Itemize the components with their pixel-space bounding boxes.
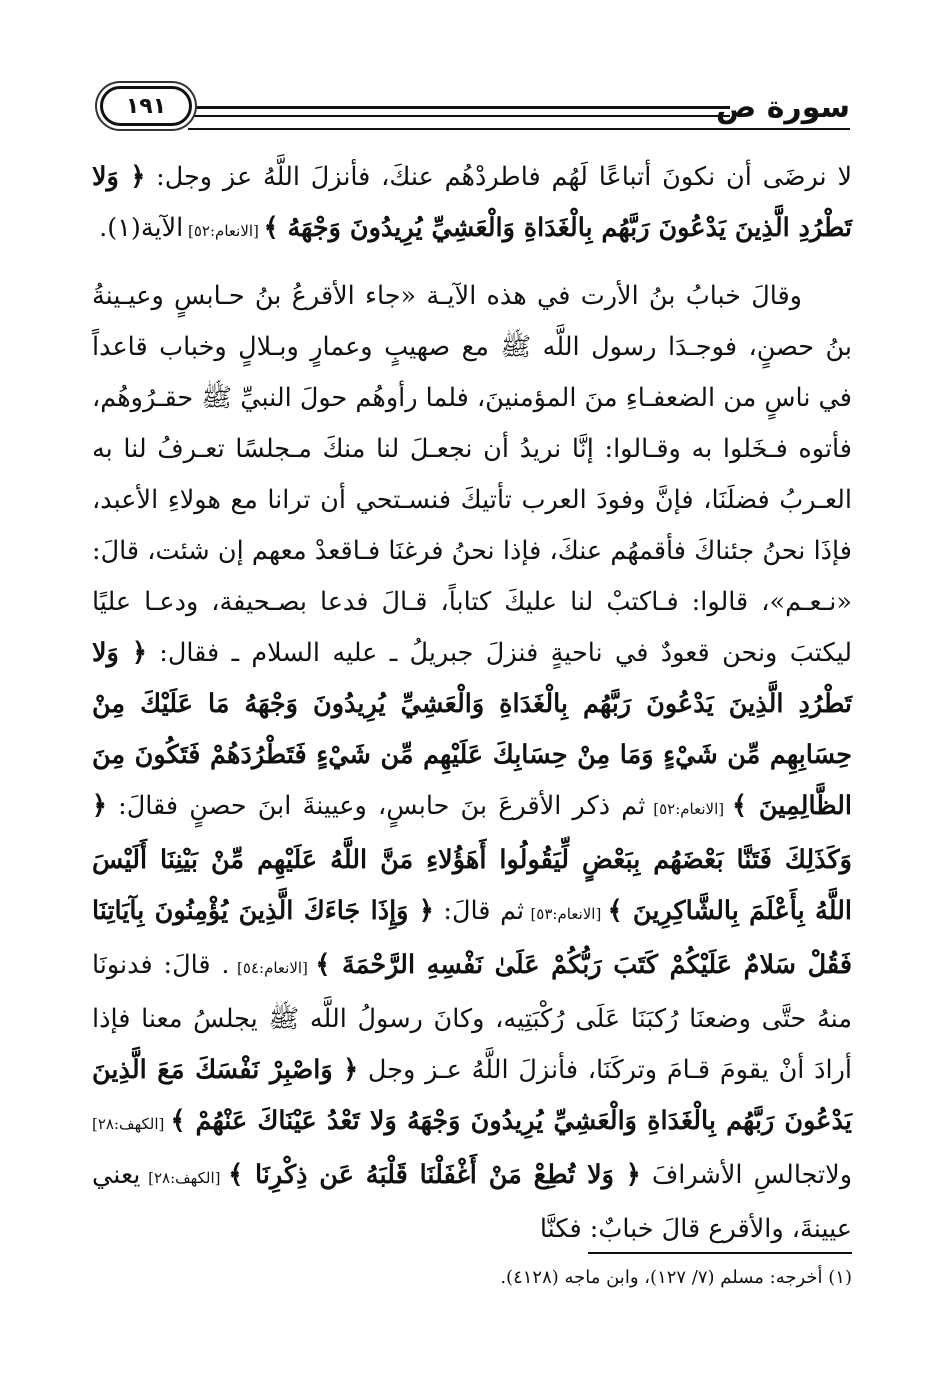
header-rule-bottom [188, 128, 850, 130]
verse-reference: [الكهف:٢٨] [92, 1115, 171, 1133]
quran-verse: ﴿ وَاصْبِرْ نَفْسَكَ مَعَ الَّذِينَ يَدْعُونَ رَبَّهُم بِالْغَدَاةِ وَالْعَشِيِّ يُرِيدُونَ وَجْهَهُ وَلا تَعْدُ عَيْنَاكَ عَنْهُمْ ﴾ [92, 1055, 853, 1136]
verse-reference: [الانعام:٥٤] [229, 959, 316, 977]
quran-verse: ﴿ وَكَذَلِكَ فَتَنَّا بَعْضَهُم بِبَعْضٍ لِّيَقُولُوا أَهَؤُلاءِ مَنَّ اللَّهُ عَلَيْهِم مِّنْ بَيْنِنَا أَلَيْسَ اللَّهُ بِأَعْلَمَ بِالشَّاكِرِينَ ﴾ [92, 791, 853, 926]
surah-title: سورة ص [715, 90, 850, 125]
quran-verse: ﴿ وَلا تُطِعْ مَنْ أَغْفَلْنَا قَلْبَهُ عَن ذِكْرِنَا ﴾ [228, 1160, 641, 1190]
verse-reference: [الانعام:٥٢] [645, 800, 732, 818]
paragraph [92, 271, 852, 1255]
body-text-segment: الآية(١). [99, 213, 184, 243]
page-header [90, 80, 850, 140]
page-number-badge: ١٩١ [100, 86, 192, 126]
body-text-segment: لا نرضَى أن نكونَ أتباعًا لَهُم فاطردْهُم عنكَ، فأنزلَ اللَّهُ عز وجل: [145, 162, 852, 192]
paragraph [92, 152, 852, 257]
verse-reference: [الانعام:٥٢] [183, 222, 264, 240]
quran-verse: ﴿ وَلا تَطْرُدِ الَّذِينَ يَدْعُونَ رَبَّهُم بِالْغَدَاةِ وَالْعَشِيِّ يُرِيدُونَ وَجْهَهُ ﴾ [92, 162, 852, 243]
verse-reference: [الانعام:٥٣] [524, 905, 608, 923]
body-text-segment: ولاتجالسِ الأشرافَ [640, 1160, 853, 1190]
body-text-segment: ثم ذكر الأقرعَ بنَ حابسٍ، وعيينةَ ابنَ حصنٍ فقالَ: [106, 791, 646, 821]
header-rule [188, 106, 730, 117]
body-text-segment: يعني عيينةَ، والأقرع قالَ خبابٌ: فكنَّا [92, 1160, 852, 1244]
body-text-segment: وقالَ خبابُ بنُ الأرت في هذه الآيـة «جاء الأقرعُ بنُ حـابسٍ وعيـينةُ بنُ حصنٍ، فوجـدَا رسول اللَّه ﷺ مع صهيبٍ وعمارٍ وبـلالٍ وخباب قاعداً في ناسٍ من الضعفـاءِ منَ المؤمنينَ، فلما رأوهُم حولَ النبيِّ ﷺ حقـرُوهُم، فأتوه فـخَلوا به وقـالوا: إنَّا نريدُ أن نجعـلَ لنا منكَ مـجلسًا تعـرفُ لنا به العـربُ فضلَنَا، فإنَّ وفودَ العرب تأتيكَ فنسـتحي أن ترانا مع هولاءِ الأعبد، فإذَا نحنُ جئناكَ فأقمهُم عنكَ، فإذا نحنُ فرغنَا فـاقعدْ معهم إن شئت، قالَ: «نـعـم»، قالوا: فـاكتبْ لنا عليكَ كتاباً، قـالَ فدعا بصـحيفة، ودعـا عليًا ليكتبَ ونحن قعودٌ في ناحيةٍ فنزلَ جبريلُ ـ عليه السلام ـ فقال: [92, 281, 852, 668]
footnote: (١) أخرجه: مسلم (٧/ ١٢٧)، وابن ماجه (٤١٢٨). [500, 1267, 852, 1288]
body-text-segment: ثم قالَ: [433, 896, 525, 926]
body-text [92, 152, 852, 1255]
footnote-rule [588, 1252, 852, 1254]
body-text-segment: . قالَ: فدنونَا منهُ حتَّى وضعنَا رُكبَنَا عَلَى رُكْبَتِيه، وكانَ رسولُ اللَّه ﷺ يجلسُ معنا فإذا أرادَ أنْ يقومَ قـامَ وتركَنَا، فأنزلَ اللَّهُ عـز وجل [92, 950, 852, 1085]
verse-reference: [الكهف:٢٨] [140, 1169, 229, 1187]
quran-verse: ﴿ وَلا تَطْرُدِ الَّذِينَ يَدْعُونَ رَبَّهُم بِالْغَدَاةِ وَالْعَشِيِّ يُرِيدُونَ وَجْهَهُ مَا عَلَيْكَ مِنْ حِسَابِهِم مِّن شَيْءٍ وَمَا مِنْ حِسَابِكَ عَلَيْهِم مِّن شَيْءٍ فَتَطْرُدَهُمْ فَتَكُونَ مِنَ الظَّالِمِينَ ﴾ [92, 638, 852, 821]
quran-verse: ﴿ وَإِذَا جَاءَكَ الَّذِينَ يُؤْمِنُونَ بِآيَاتِنَا فَقُلْ سَلامٌ عَلَيْكُمْ كَتَبَ رَبُّكُمْ عَلَىٰ نَفْسِهِ الرَّحْمَةَ ﴾ [92, 896, 853, 980]
